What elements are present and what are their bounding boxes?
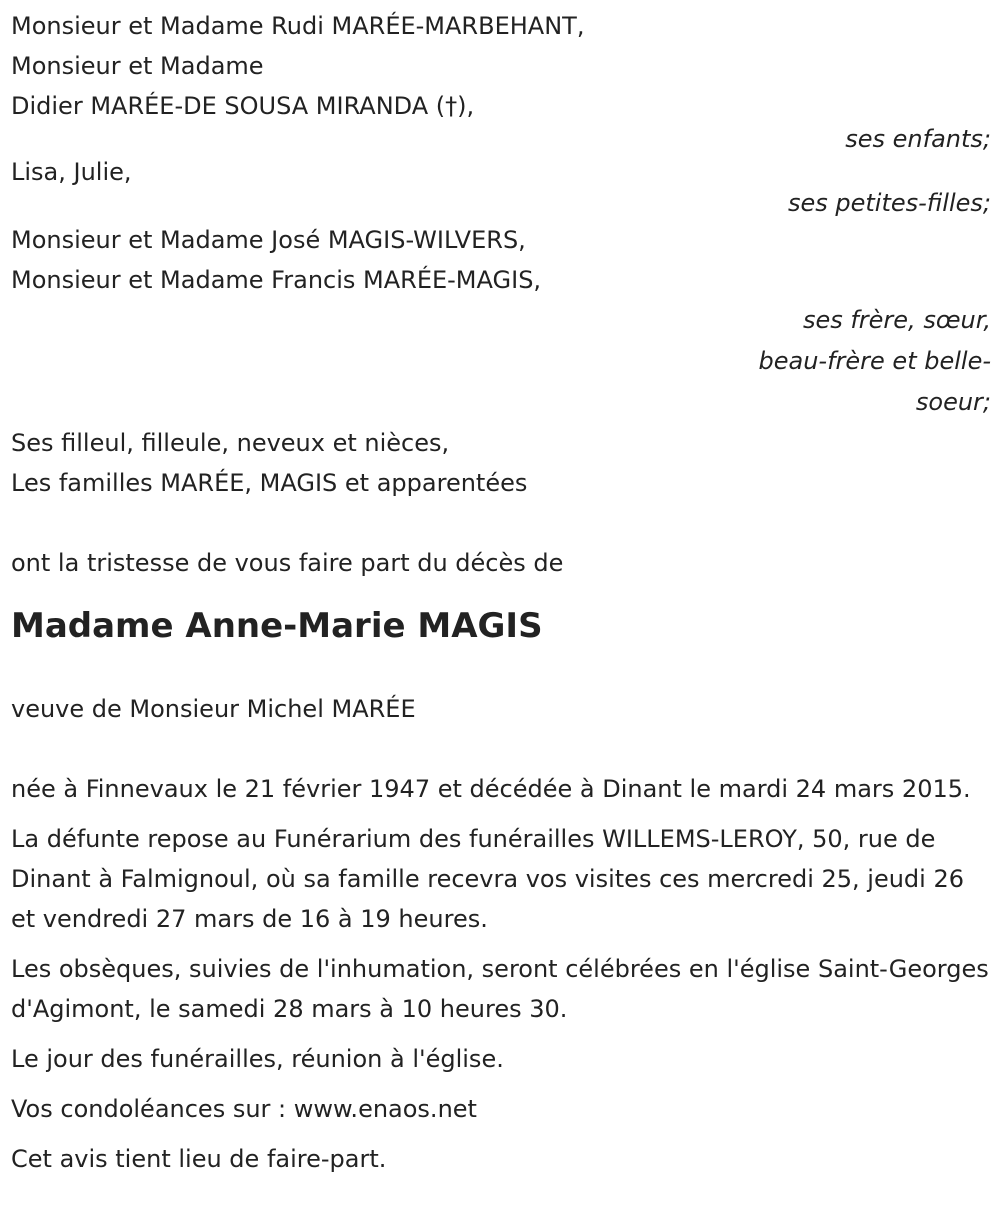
condolences-paragraph: Vos condoléances sur : www.enaos.net: [11, 1095, 477, 1123]
widow-of-text: veuve de Monsieur Michel MARÉE: [11, 695, 416, 723]
role-siblings-2: beau-frère et belle-: [758, 347, 991, 375]
role-siblings-3: soeur;: [915, 388, 991, 416]
families-line: Les familles MARÉE, MAGIS et apparentées: [11, 469, 528, 497]
siblings-line-1: Monsieur et Madame José MAGIS-WILVERS,: [11, 226, 526, 254]
notice-paragraph: Cet avis tient lieu de faire-part.: [11, 1145, 387, 1173]
funeral-paragraph: Les obsèques, suivies de l'inhumation, seront célébrées en l'église Saint-Georges d'Agimont, le samedi 28 mars à 10 heures 30.: [11, 955, 989, 1023]
family-line-3: Didier MARÉE-DE SOUSA MIRANDA (†),: [11, 92, 475, 120]
godchildren-line: Ses filleul, filleule, neveux et nièces,: [11, 429, 450, 457]
announcement-text: ont la tristesse de vous faire part du décès de: [11, 549, 564, 577]
family-line-1: Monsieur et Madame Rudi MARÉE-MARBEHANT,: [11, 12, 585, 40]
role-siblings-1: ses frère, sœur,: [802, 306, 991, 334]
grandchildren-line: Lisa, Julie,: [11, 158, 132, 186]
funerarium-paragraph: La défunte repose au Funérarium des funérailles WILLEMS-LEROY, 50, rue de Dinant à Falmignoul, où sa famille recevra vos visites ces mercredi 25, jeudi 26 et vendredi 27 mars de 16 à 19 heures.: [11, 825, 965, 933]
siblings-line-2: Monsieur et Madame Francis MARÉE-MAGIS,: [11, 266, 542, 294]
role-grandchildren: ses petites-filles;: [787, 189, 991, 217]
obituary-notice: [11, 6, 991, 1179]
role-children: ses enfants;: [845, 125, 991, 153]
family-line-2: Monsieur et Madame: [11, 52, 264, 80]
birth-death-paragraph: née à Finnevaux le 21 février 1947 et décédée à Dinant le mardi 24 mars 2015.: [11, 775, 971, 803]
deceased-name: Madame Anne-Marie MAGIS: [11, 606, 543, 646]
meeting-paragraph: Le jour des funérailles, réunion à l'église.: [11, 1045, 504, 1073]
